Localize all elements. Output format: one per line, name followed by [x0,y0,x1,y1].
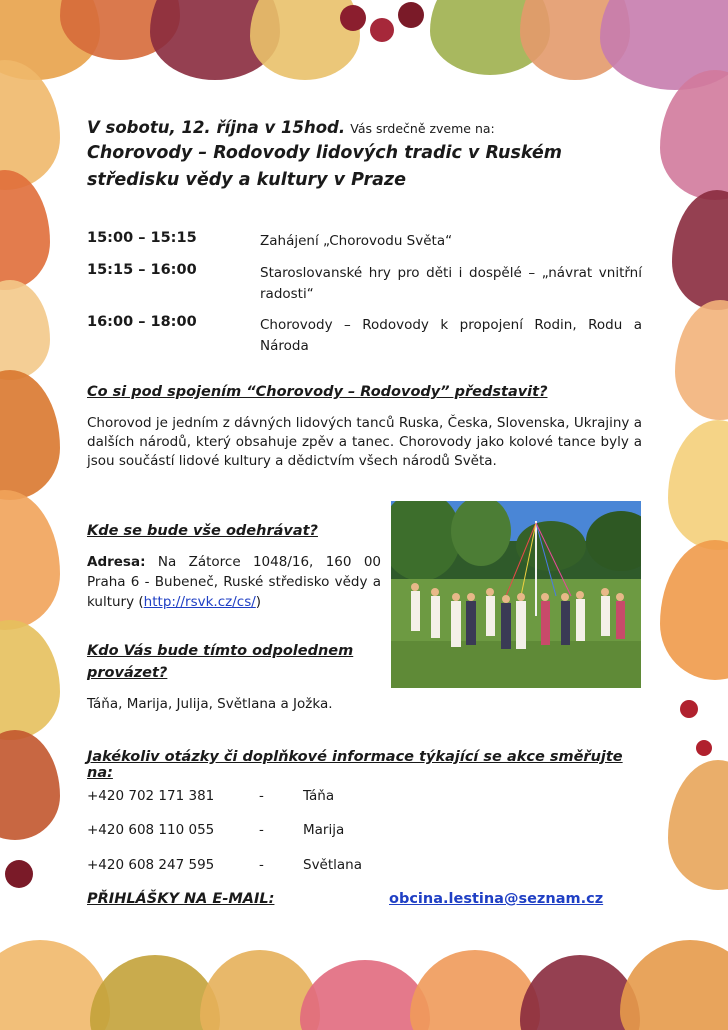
phone-number[interactable]: +420 608 110 055 [87,822,215,838]
invitation-content: V sobotu, 12. října v 15hod. Vás srdečně zveme na: Chorovody – Rodovody lidových tradic v Ruském středisku vědy a kultury v Praze 15:00 – 15:15 Zahájení „Chorovodu Světa“ 15:15 – 16:00 Staroslovanské hry pro děti i dospělé – „návrat vnitřní radosti“ 16:00 – 18:00 Chorovody – Rodovody k propojení Rodin, Rodu a Národa Co si pod spojením “Chorovody – Rodovody” představit? Chorovod je jedním z dávných lidových tanců Ruska, Česka, Slovenska, Ukrajiny a dalších národů, který obsahuje zpěv a tanec. Chorovody jako kolové tance byly a jsou součástí lidové kultury a dědictvím všech národů Světa. Kde se bude vše odehrávat? Adresa: Na Zátorce 1048/16, 160 00 Praha 6 - Bubeneč, Ruské středisko vědy a kultury (http://rsvk.cz/cs/) Kdo Vás bude tímto odpolednem provázet? Táňa, Marija, Julija, Světlana a Jožka. Jakékoliv otázky či doplňkové informace týkající se akce směřujte na: +420 702 171 381 - Táňa +420 608 110 055 - Marija +420 608 247 595 - Světlana PŘIHLÁŠKY NA E-MAIL: obcina.lestina@seznam.cz [87,118,642,194]
contact-name: Marija [303,822,345,838]
schedule-activity: Zahájení „Chorovodu Světa“ [260,233,453,249]
schedule-time: 15:00 – 15:15 [87,230,197,246]
address-block: Adresa: Na Zátorce 1048/16, 160 00 Praha 6 - Bubeneč, Ruské středisko vědy a kultury (http://rsvk.cz/cs/) [87,554,381,610]
schedule-time: 15:15 – 16:00 [87,262,197,278]
schedule-time: 16:00 – 18:00 [87,314,197,330]
round-dance-photo [391,501,641,688]
schedule-activity: Staroslovanské hry pro děti i dospělé – „návrat vnitřní radosti“ [260,265,642,302]
registration-email-link[interactable]: obcina.lestina@seznam.cz [389,891,604,907]
contact-name: Táňa [303,788,335,804]
contact-name: Světlana [303,857,363,873]
contact-heading: Jakékoliv otázky či doplňkové informace týkající se akce směřujte na: [87,749,623,781]
intro-line [87,118,642,137]
invite-text: Vás srdečně zveme na: [350,121,495,136]
registration-label: PŘIHLÁŠKY NA E-MAIL: [87,891,275,907]
address-text: Na Zátorce 1048/16, 160 00 Praha 6 - Bubeneč, Ruské středisko vědy a kultury ( [87,554,381,610]
about-heading: Co si pod spojením “Chorovody – Rodovody” představit? [87,384,548,400]
address-label: Adresa: [87,554,146,570]
who-heading: Kdo Vás bude tímto odpolednem provázet? [87,643,354,681]
dance-photo [391,501,641,688]
event-date: V sobotu, 12. října v 15hod. [87,118,346,137]
guide-names: Táňa, Marija, Julija, Světlana a Jožka. [87,696,333,712]
schedule-activity: Chorovody – Rodovody k propojení Rodin, Rodu a Národa [260,317,642,354]
phone-number[interactable]: +420 608 247 595 [87,857,215,873]
phone-number[interactable]: +420 702 171 381 [87,788,215,804]
event-title: Chorovody – Rodovody lidových tradic v Ruském středisku vědy a kultury v Praze [87,143,563,190]
website-link[interactable]: http://rsvk.cz/cs/ [143,594,256,610]
about-text: Chorovod je jedním z dávných lidových tanců Ruska, Česka, Slovenska, Ukrajiny a dalších národů, který obsahuje zpěv a tanec. Chorovody jako kolové tance byly a jsou součástí lidové kultury a dědictvím všech národů Světa. [87,415,642,469]
where-heading: Kde se bude vše odehrávat? [87,523,318,539]
